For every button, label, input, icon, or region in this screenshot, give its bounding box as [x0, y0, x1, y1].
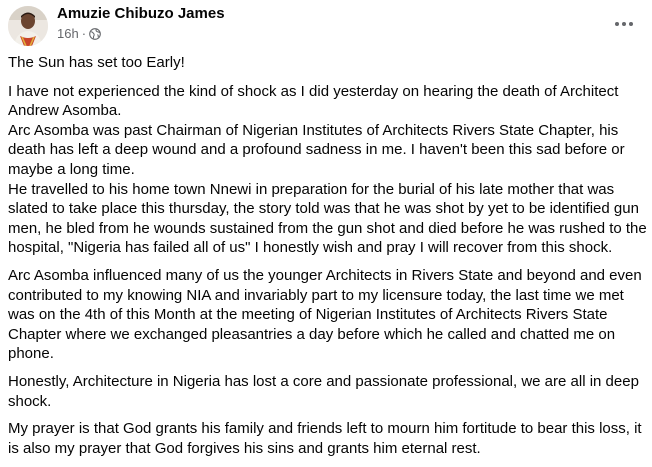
avatar-photo [8, 6, 48, 46]
avatar[interactable] [8, 6, 48, 46]
meta-separator: · [81, 26, 87, 41]
post-paragraph-2: Arc Asomba influenced many of us the younger Architects in Rivers State and beyond and even contributed to my knowing NIA and invariably part to my licensure today, the last time we met was on the 4th of this Month at the meeting of Nigerian Institutes of Architects Rivers State Chapter where we exchanged pleasantries a day before which he called and chatted me on phone. [8, 266, 642, 363]
post-paragraph-3: Honestly, Architecture in Nigeria has lost a core and passionate professional, we are all in deep shock. [8, 372, 639, 410]
more-options-button[interactable] [610, 10, 638, 38]
post-meta [57, 26, 101, 42]
paragraph-1-line-3: He travelled to his home town Nnewi in preparation for the burial of his late mother that was slated to take place this thursday, the story told was that he was shot by yet to be identified gun men, he bled from he wounds sustained from the gun shot and died before he was rushed to the hospital, "Nigeria has failed all of us" I honestly wish and pray I will recover from this shock. [8, 180, 647, 257]
post-timestamp[interactable]: 16h [57, 26, 79, 41]
post-body [8, 53, 648, 466]
post-paragraph-1 [8, 82, 648, 258]
more-horizontal-icon [614, 21, 634, 27]
post-headline: The Sun has set too Early! [8, 54, 185, 71]
author-name[interactable]: Amuzie Chibuzo James [57, 5, 225, 22]
post-header [8, 0, 644, 50]
globe-icon[interactable] [89, 28, 101, 40]
post-paragraph-4: My prayer is that God grants his family and friends left to mourn him fortitude to bear this loss, it is also my prayer that God forgives his sins and grants him eternal rest. [8, 420, 642, 457]
paragraph-1-line-1: I have not experienced the kind of shock as I did yesterday on hearing the death of Architect Andrew Asomba. [8, 82, 619, 120]
paragraph-1-line-2: Arc Asomba was past Chairman of Nigerian Institutes of Architects Rivers State Chapter, his death has left a deep wound and a profound sadness in me. I haven't been this sad before or maybe a long time. [8, 121, 625, 178]
